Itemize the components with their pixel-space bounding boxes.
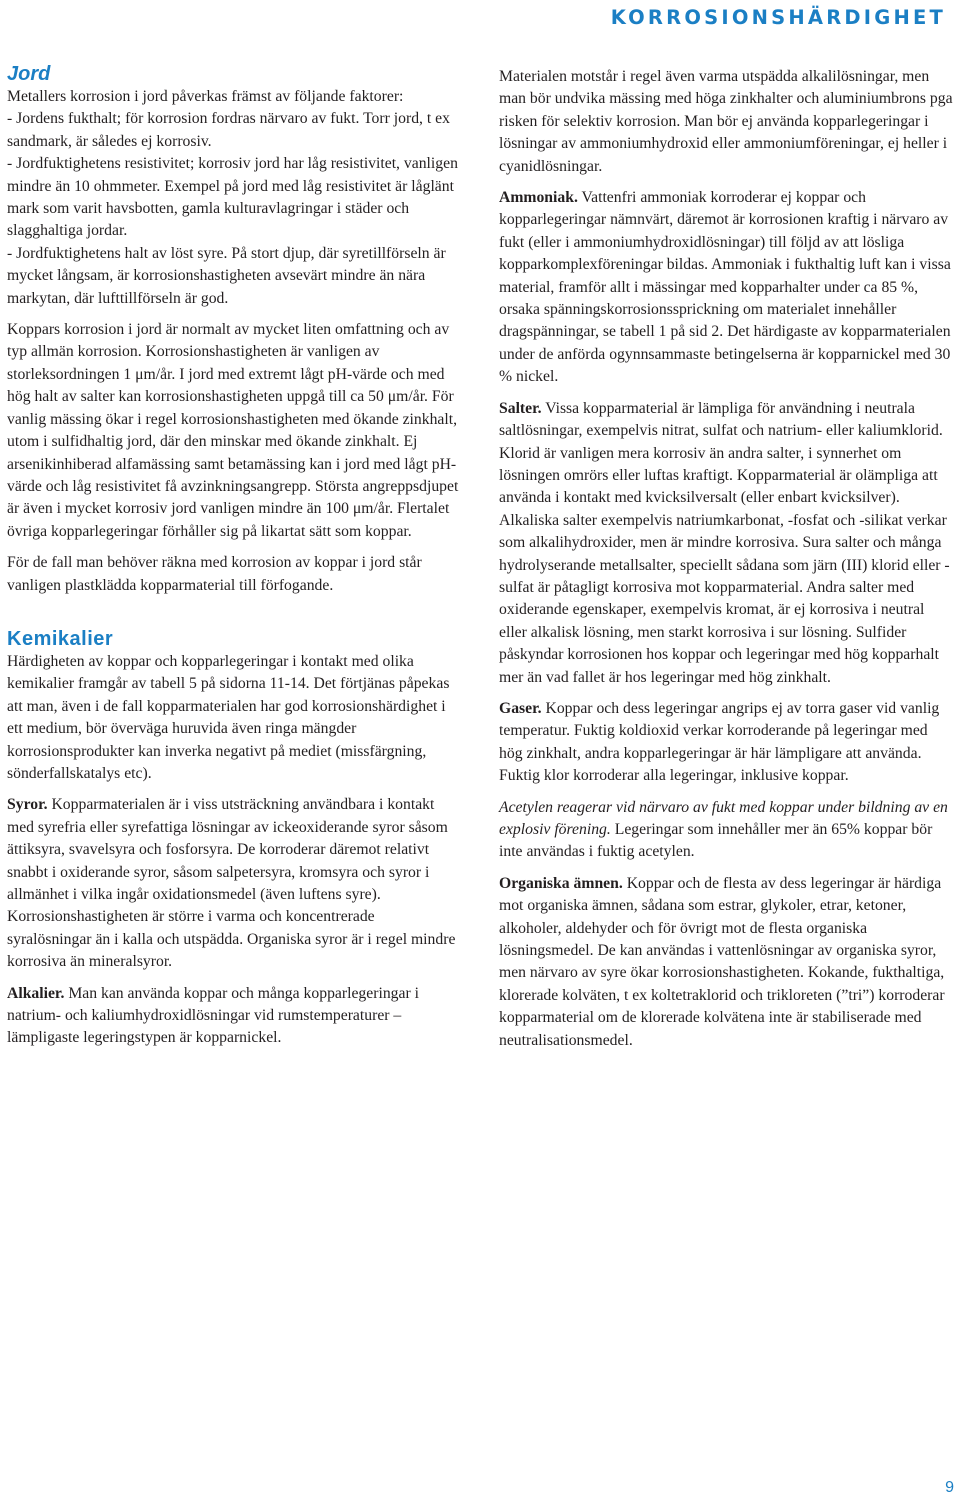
acetylen-italic: Acetylen reagerar vid närvaro av fukt med koppar under bildning av en explosiv förening. (499, 798, 948, 838)
acetylen-text: Legeringar som innehåller mer än 65% koppar bör inte användas i fuktig acetylen. (499, 821, 933, 861)
jord-paragraph-koppars: Koppars korrosion i jord är normalt av mycket liten omfattning och av typ allmän korrosion. Korrosionshastigheten är vanligen av storleksordningen 1 μm/år. I jord med extremt lågt pH-värde och med hög halt av salter kan korrosionshastigheten uppgå till ca 50 μm/år. För vanlig mässing ökar i regel korrosionshastigheten med ökande zinkhalt, utom i sulfidhaltig jord, där den minskar med ökande zinkhalt. Ej arsenikinhiberad alfamässing samt betamässing kan i jord med lågt pH-värde och låg resistivitet få avzinkningsangrepp. Största angreppsdjupet är även i mycket korrosiv jord vanligen mindre än 100 μm/år. Flertalet övriga kopparlegeringar förhåller sig på likartat sätt som koppar. (7, 321, 459, 540)
gaser-text: Koppar och dess legeringar angrips ej av torra gaser vid vanlig temperatur. Fuktig koldioxid verkar korroderande på legeringar med hög zinkhalt, andra kopparlegeringar är här lämpligare att använda. Fuktig klor korroderar alla legeringar, inklusive koppar. (499, 699, 940, 785)
syror-text: Kopparmaterialen är i viss utsträckning användbara i kontakt med syrefria eller syrefattiga lösningar av ickeoxiderande syror såsom ättiksyra, svavelsyra och fosforsyra. De korroderar däremot relativt snabbt i oxiderande syror, såsom salpetersyra, kromsyra och syror i allmänhet i vilka ingår oxidationsmedel (även luftens syre). Korrosionshastigheten är större i varma och koncentrerade syralösningar än i kalla och utspädda. Organiska syror är i regel mindre korrosiva än mineralsyror. (7, 796, 456, 971)
ammoniak-lead: Ammoniak. (499, 189, 578, 207)
jord-item-resistivitet: - Jordfuktighetens resistivitet; korrosiv jord har låg resistivitet, vanligen mindre än 10 ohmmeter. Exempel på jord med låg resistivitet är låglänt mark som varit havsbotten, gamla kulturavlagringar i städer och slagghaltiga jordar. (7, 155, 458, 240)
salter-text: Vissa kopparmaterial är lämpliga för användning i neutrala saltlösningar, exempelvis nitrat, sulfat och natrium- eller kaliumklorid. Klorid är vanligen mera korrosiv än andra salter, i synnerhet om lösningen omrörs eller luftas kraftigt. Kopparmaterial är olämpliga att använda i kontakt med kvicksilversalt (eller enbart kvicksilver). Alkaliska salter exempelvis natriumkarbonat, -fosfat och -silikat verkar som alkalihydroxider, men är mindre korrosiva. Sura salter och många hydrolyserande metallsalter, speciellt sådana som järn (III) klorid eller -sulfat är påtagligt korrosiva mot kopparmaterial. Andra salter med oxiderande egenskaper, exempelvis kromat, är ej korrosiva i neutral eller alkalisk lösning, men starkt korrosiva i sur lösning. Sulfider påskyndar korrosionen hos koppar och legeringar med hög kopparhalt mer än vad fallet är hos legeringar med hög zinkhalt. (499, 399, 950, 686)
salter-paragraph (499, 398, 954, 689)
page-number: 9 (945, 1479, 954, 1496)
section-heading-kemikalier: Kemikalier (7, 627, 114, 650)
kemikalier-paragraph-intro: Härdigheten av koppar och kopparlegeringar i kontakt med olika kemikalier framgår av tabell 5 på sidorna 11-14. Det förtjänas påpekas att man, även i de fall kopparmaterialen har god korrosionshärdighet i ett medium, bör överväga huruvida även ringa mängder korrosionsprodukter kan inverka negativt på mediet (missfärgning, sönderfallskatalys etc). (7, 652, 450, 782)
gaser-paragraph (499, 698, 954, 788)
organiska-paragraph (499, 873, 954, 1052)
kemikalier-paragraph-alkalier (7, 983, 463, 1050)
jord-intro: Metallers korrosion i jord påverkas främst av följande faktorer: (7, 88, 404, 105)
ammoniak-paragraph (499, 187, 954, 389)
section-heading-jord: Jord (7, 63, 51, 85)
alkalier-lead: Alkalier. (7, 984, 65, 1002)
salter-lead: Salter. (499, 399, 542, 417)
alkalier-text: Man kan använda koppar och många kopparlegeringar i natrium- och kaliumhydroxidlösningar vid rumstemperaturer – lämpligaste legeringstypen är kopparnickel. (7, 984, 419, 1047)
jord-item-syre: - Jordfuktighetens halt av löst syre. På stort djup, där syretillförseln är mycket långsam, är korrosionshastigheten avsevärt mindre än nära markytan, där lufttillförseln är god. (7, 244, 446, 307)
jord-paragraph-fall: För de fall man behöver räkna med korrosion av koppar i jord står vanligen plastklädda kopparmaterial till förfogande. (7, 554, 422, 594)
acetylen-paragraph (499, 797, 954, 864)
organiska-lead: Organiska ämnen. (499, 874, 623, 892)
page-header-title: KORROSIONSHÄRDIGHET (610, 6, 946, 29)
kemikalier-paragraph-syror (7, 794, 463, 973)
left-column (7, 62, 463, 1059)
alkalier-continuation-paragraph: Materialen motstår i regel även varma utspädda alkalilösningar, men man bör undvika mässing med höga zinkhalter och aluminiumbrons pga risken för selektiv korrosion. Man bör ej använda kopparlegeringar i lösningar av ammoniumhydroxid eller ammoniumföreningar, ej heller i cyanidlösningar. (499, 68, 953, 175)
jord-item-fukthalt: - Jordens fukthalt; för korrosion fordras närvaro av fukt. Torr jord, t ex sandmark, är således ej korrosiv. (7, 110, 450, 150)
right-column (499, 66, 954, 1061)
gaser-lead: Gaser. (499, 699, 542, 717)
syror-lead: Syror. (7, 796, 48, 814)
organiska-text: Koppar och de flesta av dess legeringar är härdiga mot organiska ämnen, sådana som estrar, glykoler, etrar, ketoner, alkoholer, aldehyder och för övrigt mot de flesta organiska lösningsmedel. De kan användas i vattenlösningar av organiska syror, men närvaro av syre ökar korrosionshastigheten. Kokande, fukthaltiga, klorerade kolväten, t ex koltetraklorid och trikloreten (”tri”) korroderar kopparmaterial om de klorerade kolvätena inte är stabiliserade med neutralisationsmedel. (499, 874, 945, 1049)
ammoniak-text: Vattenfri ammoniak korroderar ej koppar och kopparlegeringar nämnvärt, däremot är korrosionen kraftig i närvaro av fukt (eller i ammoniumhydroxidlösningar) till följd av att lösliga kopparkomplexföreningar bildas. Ammoniak i fukthaltig luft kan i vissa material, framför allt i mässingar med kopparhalter under ca 85 %, orsaka spänningskorrosionssprickning om materialet innehåller dragspänningar, se tabell 1 på sid 2. Det härdigaste av kopparmaterialen under de anförda ogynnsammaste betingelserna är kopparnickel med 30 % nickel. (499, 189, 951, 386)
